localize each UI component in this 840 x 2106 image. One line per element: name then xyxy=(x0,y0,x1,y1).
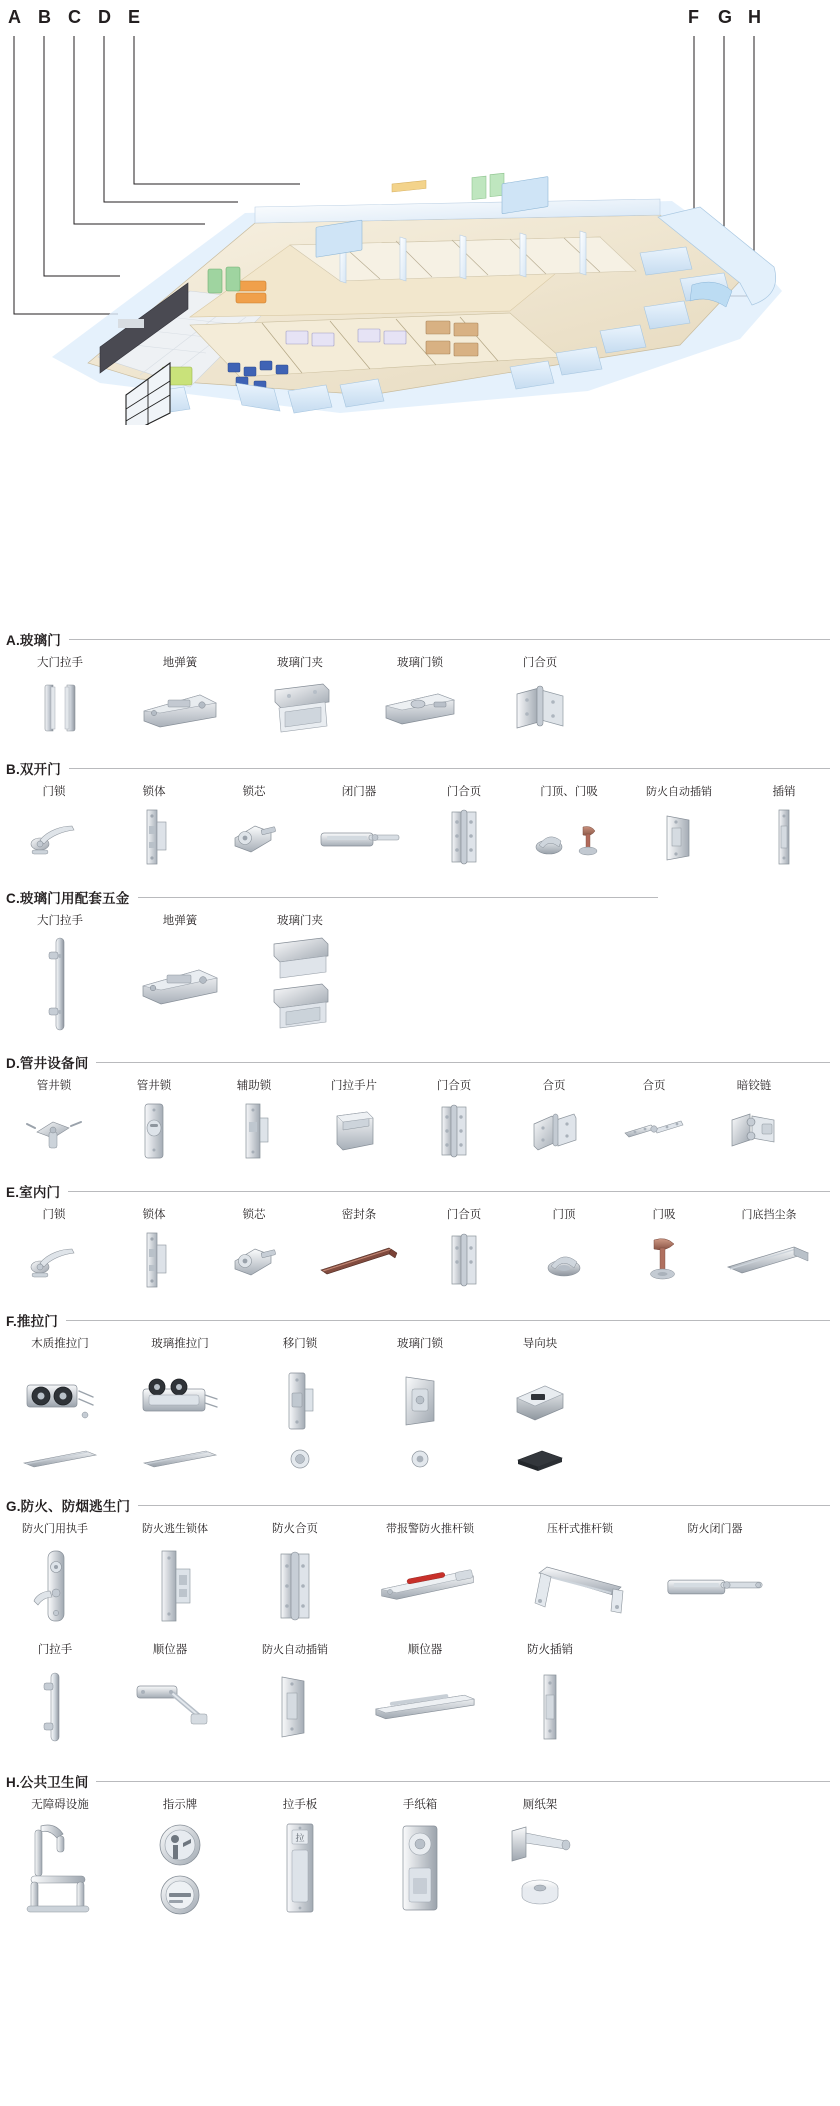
lock-cylinder-icon xyxy=(199,1229,309,1291)
section-d-pipe-shaft xyxy=(0,1051,840,1162)
item-fire-door-closer[interactable] xyxy=(650,1522,780,1629)
item-label: 顺位器 xyxy=(407,1644,443,1656)
item-label: 压杆式推杆锁 xyxy=(547,1523,613,1535)
item-label: 防火闭门器 xyxy=(687,1523,743,1535)
item-glass-door-lock-f[interactable] xyxy=(360,1337,480,1474)
item-label: 指示牌 xyxy=(162,1799,198,1811)
isometric-floor-plan-illustration xyxy=(40,95,800,425)
section-b-header xyxy=(0,757,840,779)
item-label: 防火合页 xyxy=(272,1523,318,1535)
item-label: 防火插销 xyxy=(527,1644,573,1656)
item-label: 防火自动插销 xyxy=(262,1644,328,1656)
item-label: 防火自动插销 xyxy=(646,786,712,798)
item-door-lever-lock-e[interactable] xyxy=(4,1208,104,1291)
fire-door-closer-icon xyxy=(660,1543,770,1629)
door-holder-icon xyxy=(609,1229,719,1291)
hinge-icon xyxy=(499,1100,609,1162)
item-door-coordinator-bar[interactable] xyxy=(360,1643,490,1750)
item-label: 手纸箱 xyxy=(402,1799,438,1811)
sign-plate-round-icon xyxy=(125,1873,235,1917)
item-glass-door-clamp[interactable] xyxy=(240,656,360,739)
item-label: 锁芯 xyxy=(242,1209,266,1221)
guide-block-base-icon xyxy=(485,1444,595,1474)
item-door-hinge-a[interactable] xyxy=(480,656,600,739)
callout-letter-h: H xyxy=(748,7,761,27)
item-label: 大门拉手 xyxy=(37,915,83,927)
pull-plate-icon xyxy=(245,1819,355,1917)
item-hinge-d[interactable] xyxy=(504,1079,604,1162)
section-f-rule xyxy=(66,1320,830,1321)
callout-letter-f: F xyxy=(688,7,699,27)
sliding-door-lock-icon xyxy=(245,1358,355,1444)
floor-spring-icon xyxy=(125,677,235,739)
item-door-pull-bar-g[interactable] xyxy=(0,1643,110,1750)
item-label: 门顶、门吸 xyxy=(540,786,598,798)
glass-sliding-door-kit-icon xyxy=(125,1358,235,1444)
lock-body-icon xyxy=(99,1229,209,1291)
section-h-public-restroom xyxy=(0,1770,840,1917)
item-door-hinge-e[interactable] xyxy=(414,1208,514,1291)
auxiliary-lock-icon xyxy=(199,1100,309,1162)
section-f-items xyxy=(0,1331,840,1474)
section-d-rule xyxy=(96,1062,830,1063)
item-label: 防火逃生锁体 xyxy=(142,1523,208,1535)
section-b-title: B.双开门 xyxy=(6,762,61,777)
item-lock-cylinder-e[interactable] xyxy=(204,1208,304,1291)
item-fire-door-lever[interactable] xyxy=(0,1522,110,1629)
item-alarmed-panic-bar[interactable] xyxy=(350,1522,510,1629)
section-g-title: G.防火、防烟逃生门 xyxy=(6,1499,131,1514)
section-a-rule xyxy=(69,639,830,640)
item-label: 密封条 xyxy=(341,1209,377,1221)
item-label: 闭门器 xyxy=(341,786,377,798)
door-bottom-sweep-icon xyxy=(714,1229,824,1291)
item-paper-towel-box[interactable] xyxy=(360,1798,480,1917)
item-floor-spring-c[interactable] xyxy=(120,914,240,1033)
door-hinge-icon xyxy=(399,1100,509,1162)
section-d-items xyxy=(0,1073,840,1162)
lock-body-icon xyxy=(99,806,209,868)
section-e-rule xyxy=(68,1191,830,1192)
accessible-grab-bar-icon xyxy=(5,1819,115,1917)
item-door-stop-holder[interactable] xyxy=(514,785,624,868)
item-label: 地弹簧 xyxy=(162,657,198,669)
section-c-header xyxy=(0,886,840,908)
fire-door-lever-icon xyxy=(0,1543,110,1629)
section-e-interior-door xyxy=(0,1180,840,1291)
section-a-items xyxy=(0,650,840,739)
item-label: 顺位器 xyxy=(152,1644,188,1656)
item-glass-door-lock[interactable] xyxy=(360,656,480,739)
callout-letter-e: E xyxy=(128,7,141,27)
section-h-header xyxy=(0,1770,840,1792)
section-g-header xyxy=(0,1494,840,1516)
hinge-flat-icon xyxy=(599,1100,709,1162)
sliding-track-icon xyxy=(5,1444,115,1474)
floor-plan-svg xyxy=(40,95,800,425)
glass-door-clamp-icon xyxy=(245,935,355,1033)
item-door-lever-lock-b[interactable] xyxy=(4,785,104,868)
section-g-items-row1 xyxy=(0,1516,840,1629)
section-h-rule xyxy=(96,1781,830,1782)
door-pull-handle-icon xyxy=(5,935,115,1033)
door-coordinator-icon xyxy=(115,1664,225,1750)
item-label: 厕纸架 xyxy=(522,1799,558,1811)
section-f-title: F.推拉门 xyxy=(6,1314,59,1329)
section-a-header xyxy=(0,628,840,650)
section-g-rule xyxy=(138,1505,830,1506)
item-label: 门拉手 xyxy=(37,1644,73,1656)
concealed-hinge-icon xyxy=(699,1100,809,1162)
item-label: 锁芯 xyxy=(242,786,266,798)
section-e-header xyxy=(0,1180,840,1202)
callout-letters xyxy=(0,0,840,40)
glass-door-lock-icon xyxy=(365,677,475,739)
section-c-rule xyxy=(138,897,658,898)
item-label: 玻璃门锁 xyxy=(397,657,443,669)
pipe-shaft-lock-icon xyxy=(0,1100,109,1162)
guide-block-icon xyxy=(485,1358,595,1444)
callout-letter-a: A xyxy=(8,7,21,27)
item-label: 门合页 xyxy=(522,657,558,669)
item-sliding-door-lock[interactable] xyxy=(240,1337,360,1474)
item-fire-flush-bolt[interactable] xyxy=(490,1643,610,1750)
item-flush-bolt-b[interactable] xyxy=(734,785,834,868)
door-seal-strip-icon xyxy=(304,1229,414,1291)
item-label: 无障碍设施 xyxy=(31,1799,89,1811)
item-label: 移门锁 xyxy=(282,1338,318,1350)
item-label: 导向块 xyxy=(522,1338,558,1350)
item-label: 木质推拉门 xyxy=(31,1338,89,1350)
item-door-hinge-b[interactable] xyxy=(414,785,514,868)
item-label: 门顶 xyxy=(552,1209,576,1221)
fire-auto-flush-bolt-icon xyxy=(624,806,734,868)
item-pipe-shaft-lock[interactable] xyxy=(4,1079,104,1162)
item-lock-body-e[interactable] xyxy=(104,1208,204,1291)
item-fire-auto-flush-bolt-g[interactable] xyxy=(230,1643,360,1750)
fire-escape-lock-body-icon xyxy=(120,1543,230,1629)
reception-sign xyxy=(118,319,144,328)
section-h-items xyxy=(0,1792,840,1917)
section-b-double-door xyxy=(0,757,840,868)
item-label: 门拉手片 xyxy=(331,1080,377,1092)
door-hinge-icon xyxy=(409,1229,519,1291)
callout-letter-b: B xyxy=(38,7,51,27)
item-door-holder-e[interactable] xyxy=(614,1208,714,1291)
section-h-title: H.公共卫生间 xyxy=(6,1775,89,1790)
item-label: 合页 xyxy=(642,1080,666,1092)
item-label: 门锁 xyxy=(42,1209,66,1221)
section-b-rule xyxy=(69,768,830,769)
door-pull-plate-icon xyxy=(299,1100,409,1162)
lock-cylinder-icon xyxy=(199,806,309,868)
item-label: 门底挡尘条 xyxy=(741,1209,797,1221)
toilet-paper-holder-icon xyxy=(485,1819,595,1871)
item-auxiliary-lock[interactable] xyxy=(204,1079,304,1162)
toilet-paper-roll-icon xyxy=(485,1871,595,1915)
item-label: 管井锁 xyxy=(36,1080,72,1092)
item-label: 防火门用执手 xyxy=(22,1523,88,1535)
item-label: 门吸 xyxy=(652,1209,676,1221)
item-label: 门合页 xyxy=(446,786,482,798)
section-f-sliding-door xyxy=(0,1309,840,1474)
item-label: 暗铰链 xyxy=(736,1080,772,1092)
hardware-sections xyxy=(0,628,840,1917)
door-coordinator-bar-icon xyxy=(370,1664,480,1750)
section-f-header xyxy=(0,1309,840,1331)
item-label: 合页 xyxy=(542,1080,566,1092)
fire-flush-bolt-icon xyxy=(495,1664,605,1750)
section-a-glass-door xyxy=(0,628,840,739)
item-wood-sliding-door[interactable] xyxy=(0,1337,120,1474)
item-sign-plate[interactable] xyxy=(120,1798,240,1917)
item-door-pull-plate[interactable] xyxy=(304,1079,404,1162)
paper-towel-box-icon xyxy=(365,1819,475,1917)
item-label: 大门拉手 xyxy=(37,657,83,669)
item-door-seal-strip[interactable] xyxy=(304,1208,414,1291)
door-lever-lock-icon xyxy=(0,1229,109,1291)
item-label: 地弹簧 xyxy=(162,915,198,927)
item-lock-body-b[interactable] xyxy=(104,785,204,868)
door-hinge-icon xyxy=(409,806,519,868)
item-hinge-flat-d[interactable] xyxy=(604,1079,704,1162)
door-stop-holder-icon xyxy=(514,806,624,868)
door-stop-icon xyxy=(509,1229,619,1291)
door-closer-icon xyxy=(304,806,414,868)
section-c-items xyxy=(0,908,840,1033)
door-hinge-icon xyxy=(485,677,595,739)
section-a-title: A.玻璃门 xyxy=(6,633,61,648)
glass-door-clamp-icon xyxy=(245,677,355,739)
item-door-closer-b[interactable] xyxy=(304,785,414,868)
section-e-title: E.室内门 xyxy=(6,1185,61,1200)
item-glass-door-clamp-c[interactable] xyxy=(240,914,360,1033)
item-door-pull-handle-c[interactable] xyxy=(0,914,120,1033)
item-fire-hinge[interactable] xyxy=(240,1522,350,1629)
door-lever-lock-icon xyxy=(0,806,109,868)
item-door-hinge-d[interactable] xyxy=(404,1079,504,1162)
item-accessible-grab-bar[interactable] xyxy=(0,1798,120,1917)
sign-plate-icon xyxy=(125,1819,235,1873)
item-label: 门合页 xyxy=(446,1209,482,1221)
section-c-glass-door-hardware xyxy=(0,886,840,1033)
item-toilet-paper-holder[interactable] xyxy=(480,1798,600,1915)
item-concealed-hinge[interactable] xyxy=(704,1079,804,1162)
item-guide-block[interactable] xyxy=(480,1337,600,1474)
sliding-door-knob-icon xyxy=(245,1444,355,1474)
item-label: 锁体 xyxy=(142,1209,166,1221)
section-e-items xyxy=(0,1202,840,1291)
sliding-track-icon xyxy=(125,1444,235,1474)
item-label: 玻璃门锁 xyxy=(397,1338,443,1350)
item-floor-spring[interactable] xyxy=(120,656,240,739)
section-c-title: C.玻璃门用配套五金 xyxy=(6,891,130,906)
item-label: 带报警防火推杆锁 xyxy=(386,1523,474,1535)
section-g-fire-door xyxy=(0,1494,840,1750)
item-fire-auto-flush-bolt-b[interactable] xyxy=(624,785,734,868)
callout-letter-g: G xyxy=(718,7,733,27)
item-label: 辅助锁 xyxy=(236,1080,272,1092)
item-label: 玻璃门夹 xyxy=(277,657,323,669)
flush-bolt-icon xyxy=(729,806,839,868)
item-door-pull-handle[interactable] xyxy=(0,656,120,739)
item-glass-sliding-door[interactable] xyxy=(120,1337,240,1474)
item-label: 插销 xyxy=(772,786,796,798)
floor-spring-icon xyxy=(125,935,235,1033)
door-pull-bar-icon xyxy=(0,1664,110,1750)
item-lock-cylinder-b[interactable] xyxy=(204,785,304,868)
item-door-stop-e[interactable] xyxy=(514,1208,614,1291)
section-d-header xyxy=(0,1051,840,1073)
alarmed-panic-bar-icon xyxy=(375,1543,485,1629)
lock-cylinder-round-icon xyxy=(365,1444,475,1474)
item-pipe-shaft-lock-plate[interactable] xyxy=(104,1079,204,1162)
wood-sliding-door-kit-icon xyxy=(5,1358,115,1444)
fire-hinge-icon xyxy=(240,1543,350,1629)
item-label: 玻璃门夹 xyxy=(277,915,323,927)
item-fire-escape-lock-body[interactable] xyxy=(110,1522,240,1629)
section-g-items-row2 xyxy=(0,1629,840,1750)
pipe-shaft-lock-plate-icon xyxy=(99,1100,209,1162)
item-door-bottom-sweep[interactable] xyxy=(714,1208,824,1291)
item-label: 管井锁 xyxy=(136,1080,172,1092)
push-bar-panic-icon xyxy=(525,1543,635,1629)
svg-text:拉: 拉 xyxy=(295,1833,305,1843)
section-d-title: D.管井设备间 xyxy=(6,1056,89,1071)
item-label: 玻璃推拉门 xyxy=(151,1338,209,1350)
item-label: 锁体 xyxy=(142,786,166,798)
item-label: 门合页 xyxy=(436,1080,472,1092)
item-label: 门锁 xyxy=(42,786,66,798)
callout-letter-d: D xyxy=(98,7,111,27)
fire-auto-flush-bolt-icon xyxy=(240,1664,350,1750)
section-b-items xyxy=(0,779,840,868)
item-label: 拉手板 xyxy=(282,1799,318,1811)
callout-letter-c: C xyxy=(68,7,81,27)
item-door-coordinator[interactable] xyxy=(110,1643,230,1750)
door-pull-handle-icon xyxy=(5,677,115,739)
glass-door-lock-plate-icon xyxy=(365,1358,475,1444)
item-push-bar-panic[interactable] xyxy=(510,1522,650,1629)
item-pull-plate[interactable] xyxy=(240,1798,360,1917)
